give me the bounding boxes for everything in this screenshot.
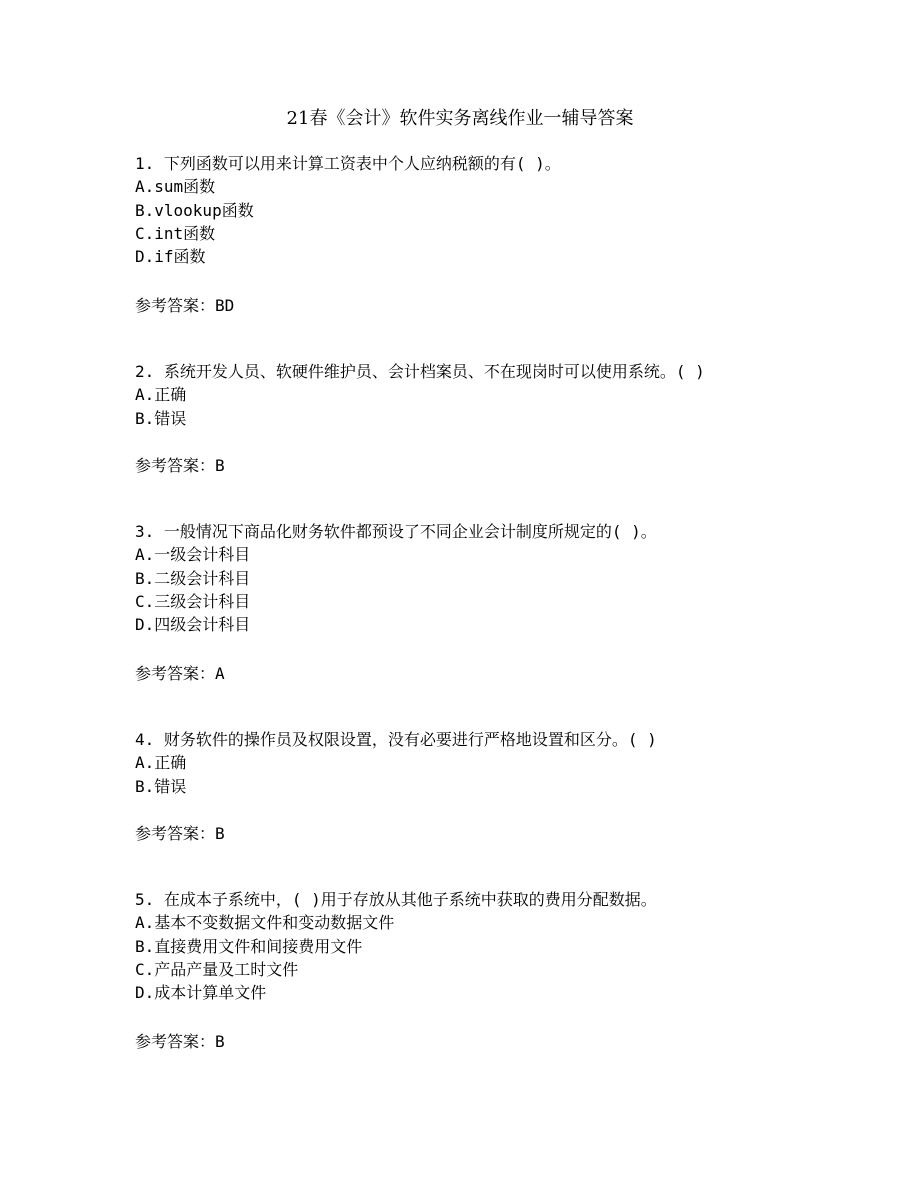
answer-value: B [215,824,225,843]
answer-line [135,454,225,477]
answer-label: 参考答案： [135,824,216,843]
option-a: A.一级会计科目 [135,545,251,565]
question-stem: 4. 财务软件的操作员及权限设置，没有必要进行严格地设置和区分。( ) [135,730,657,749]
option-d: D.成本计算单文件 [135,983,267,1003]
option-d: D.四级会计科目 [135,615,251,635]
option-a: A.正确 [135,753,187,773]
option-b: B.错误 [135,776,187,796]
option-a: A.正确 [135,385,187,405]
option-c: C.三级会计科目 [135,591,251,611]
answer-value: BD [215,296,235,315]
option-a: A.基本不变数据文件和变动数据文件 [135,913,395,933]
question-stem: 3. 一般情况下商品化财务软件都预设了不同企业会计制度所规定的( )。 [135,522,657,541]
question-stem: 2. 系统开发人员、软硬件维护员、会计档案员、不在现岗时可以使用系统。( ) [135,362,705,381]
answer-value: A [215,664,225,683]
option-b: B.错误 [135,408,187,428]
option-d: D.if函数 [135,247,206,267]
question-1 [135,152,895,360]
answer-value: B [215,456,225,475]
option-b: B.二级会计科目 [135,568,251,588]
question-3 [135,520,895,728]
answer-label: 参考答案： [135,296,216,315]
answer-label: 参考答案： [135,664,216,683]
question-stem: 5. 在成本子系统中，( )用于存放从其他子系统中获取的费用分配数据。 [135,890,657,909]
question-4 [135,728,895,888]
question-stem: 1. 下列函数可以用来计算工资表中个人应纳税额的有( )。 [135,154,561,173]
answer-line [135,822,225,845]
option-a: A.sum函数 [135,177,216,197]
answer-line [135,294,234,317]
answer-label: 参考答案： [135,456,216,475]
answer-label: 参考答案： [135,1032,216,1051]
question-list [135,152,895,1096]
answer-value: B [215,1032,225,1051]
option-b: B.直接费用文件和间接费用文件 [135,936,363,956]
question-5 [135,888,895,1096]
answer-line [135,1030,225,1053]
option-c: C.int函数 [135,223,216,243]
answer-line [135,662,225,685]
option-b: B.vlookup函数 [135,200,254,220]
document-title: 21春《会计》软件实务离线作业一辅导答案 [286,108,634,129]
option-c: C.产品产量及工时文件 [135,959,299,979]
question-2 [135,360,895,520]
